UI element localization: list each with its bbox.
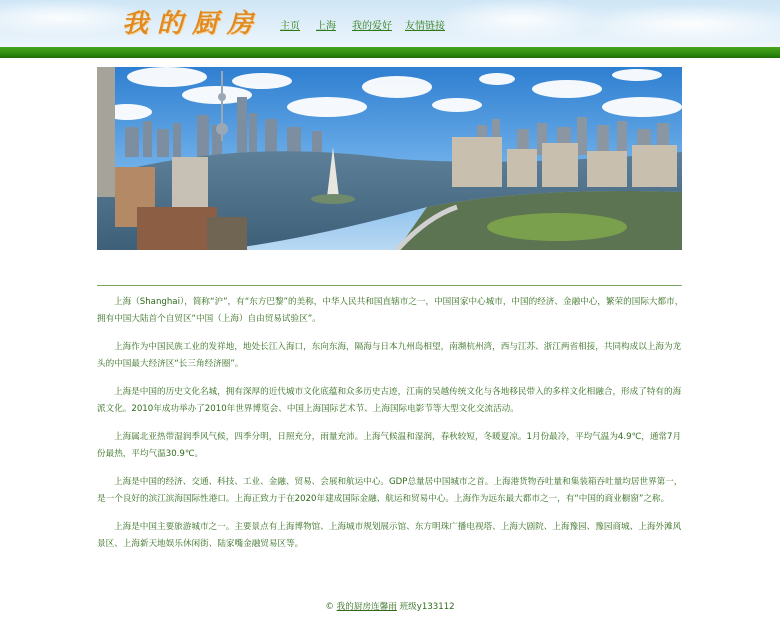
copyright-symbol: © bbox=[325, 602, 337, 612]
paragraph-tourism: 上海是中国主要旅游城市之一。主要景点有上海博物馆、上海城市规划展示馆、东方明珠广播电视塔、上海大剧院、上海豫园、豫园商城、上海外滩风景区、上海新天地娱乐休闲街、陆家嘴金融贸易区等。 bbox=[97, 522, 682, 549]
nav-link-hobbies[interactable]: 我的爱好 bbox=[352, 21, 392, 32]
page-footer bbox=[0, 600, 780, 612]
site-logo[interactable]: 我的厨房 bbox=[122, 9, 263, 39]
paragraph-culture: 上海是中国的历史文化名城，拥有深厚的近代城市文化底蕴和众多历史古迹，江南的吴越传统文化与各地移民带入的多样文化相融合，形成了特有的海派文化。2010年成功举办了2010年世界博览会、中国上海国际艺术节、上海国际电影节等大型文化交流活动。 bbox=[97, 387, 682, 414]
nav-link-friend-links[interactable]: 友情链接 bbox=[405, 21, 445, 32]
shanghai-banner-image bbox=[97, 67, 682, 250]
paragraph-intro: 上海（Shanghai），简称“沪”，有“东方巴黎”的美称，中华人民共和国直辖市之一，中国国家中心城市，中国的经济、金融中心，繁荣的国际大都市，拥有中国大陆首个自贸区“中国（上海）自由贸易试验区”。 bbox=[97, 297, 684, 324]
main-content bbox=[97, 294, 685, 564]
footer-class-id: 班级y133112 bbox=[396, 602, 455, 612]
paragraph-geography: 上海作为中国民族工业的发祥地，地处长江入海口，东向东海，隔海与日本九州岛相望，南濒杭州湾，西与江苏、浙江两省相接，共同构成以上海为龙头的中国最大经济区“长三角经济圈”。 bbox=[97, 342, 682, 369]
header-green-bar bbox=[0, 47, 780, 58]
nav-link-home[interactable]: 主页 bbox=[280, 21, 300, 32]
nav-link-shanghai[interactable]: 上海 bbox=[316, 21, 336, 32]
paragraph-climate: 上海属北亚热带湿润季风气候，四季分明，日照充分，雨量充沛。上海气候温和湿润，春秋较短，冬暖夏凉。1月份最冷，平均气温为4.9℃，通常7月份最热，平均气温30.9℃。 bbox=[97, 432, 682, 459]
footer-author-link[interactable]: 我的厨房连馨雨 bbox=[336, 602, 397, 612]
content-divider bbox=[97, 285, 682, 286]
paragraph-economy: 上海是中国的经济、交通、科技、工业、金融、贸易、会展和航运中心。GDP总量居中国城市之首。上海港货物吞吐量和集装箱吞吐量均居世界第一，是一个良好的滨江滨海国际性港口。上海正致力于在2020年建成国际金融、航运和贸易中心。上海作为远东最大都市之一，有“中国的商业橱窗”之称。 bbox=[97, 477, 683, 504]
